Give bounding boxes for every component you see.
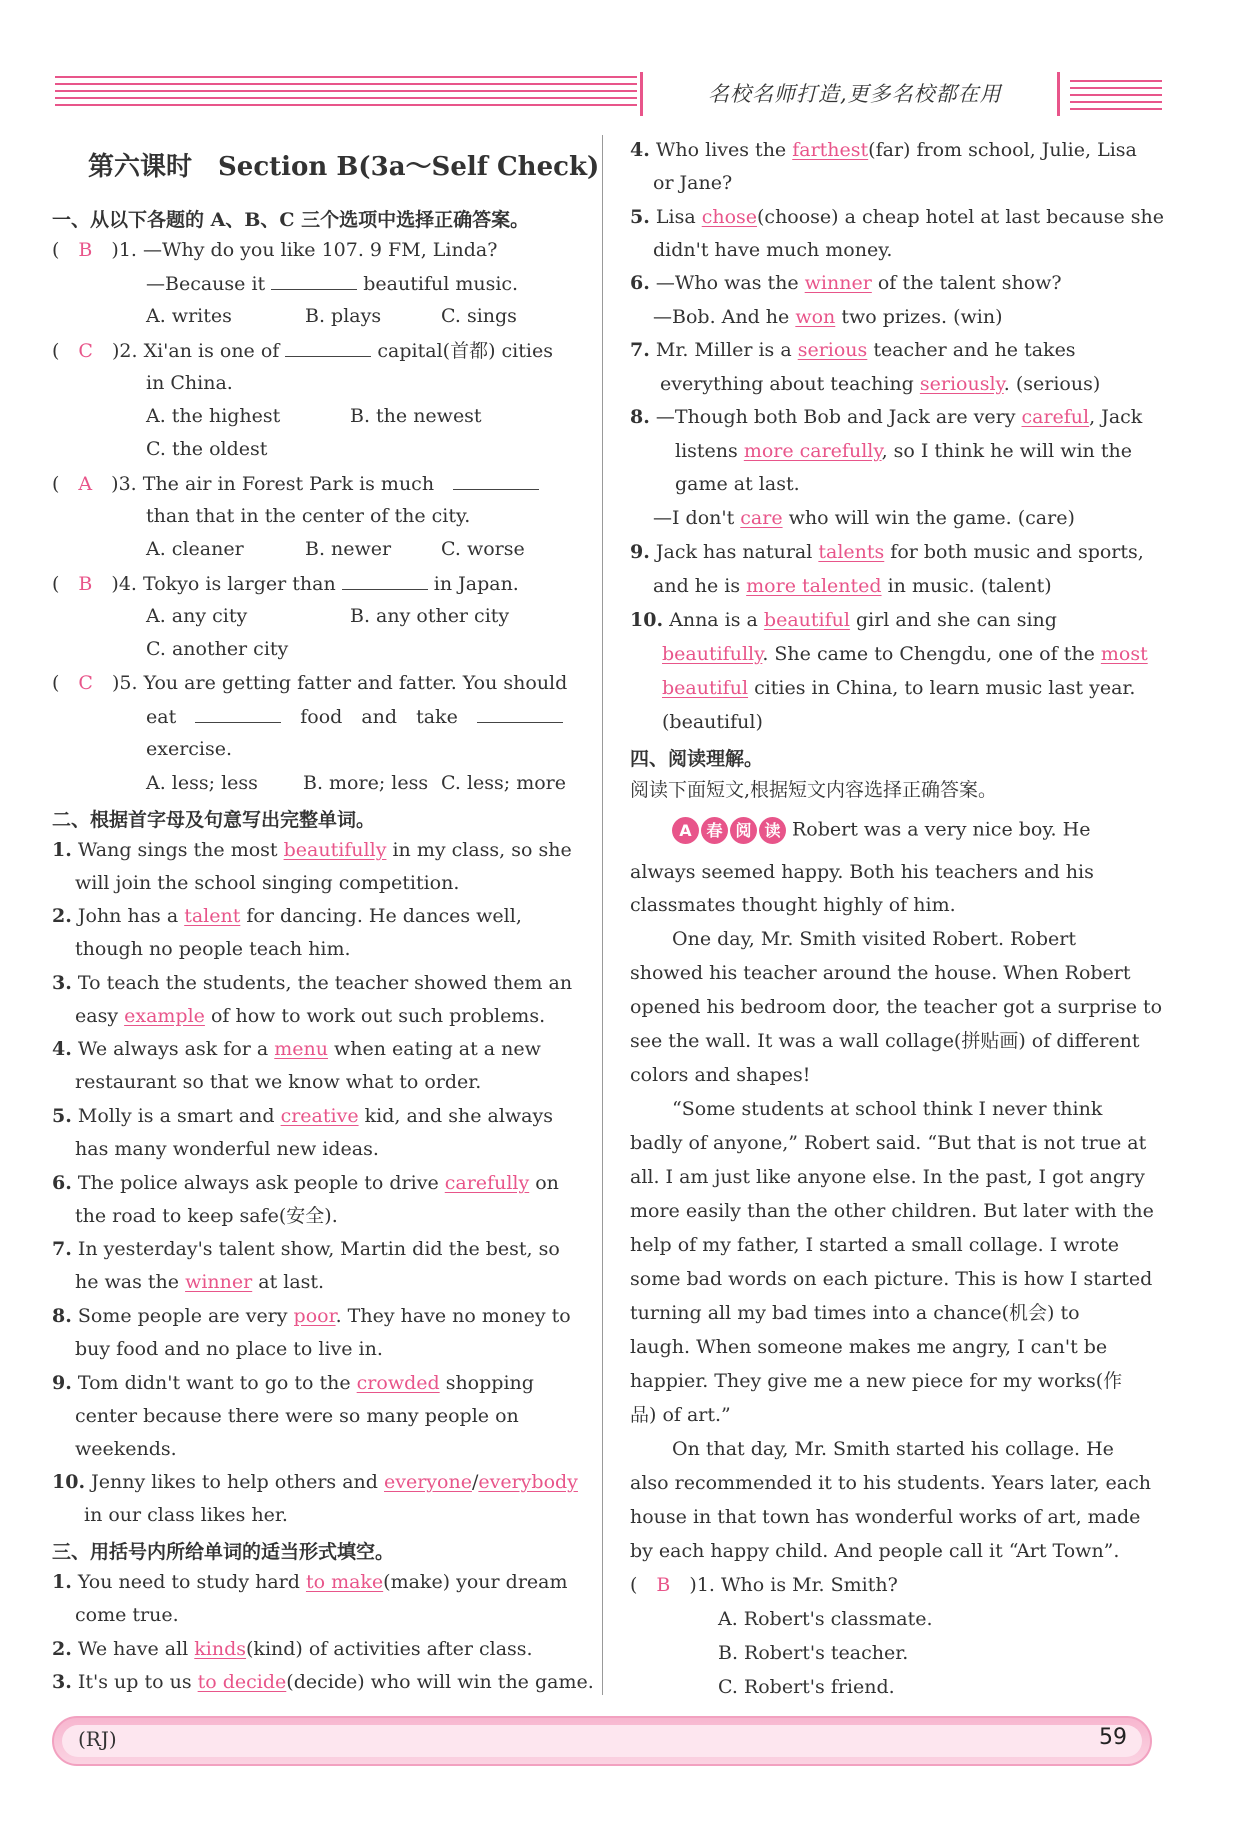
- option: B. the newest: [350, 405, 482, 427]
- fill-item-cont: buy food and no place to live in.: [75, 1338, 383, 1360]
- fill-item-cont: the road to keep safe(安全).: [75, 1205, 338, 1227]
- mcq-5-stem: eat food and take: [146, 704, 563, 729]
- fill-item: 3. It's up to us to decide(decide) who will win the game.: [52, 1671, 594, 1693]
- option: A. less; less: [146, 772, 258, 794]
- fill-item-cont: everything about teaching seriously. (serious): [660, 373, 1101, 395]
- section-3-heading: 三、用括号内所给单词的适当形式填空。: [52, 1541, 395, 1563]
- option: A. writes: [146, 305, 232, 327]
- fill-item: 4. We always ask for a menu when eating at a new: [52, 1038, 541, 1060]
- header-slogan: 名校名师打造,更多名校都在用: [708, 82, 1002, 106]
- fill-item: 6. —Who was the winner of the talent show?: [630, 272, 1062, 294]
- fill-item-cont: —Bob. And he won two prizes. (win): [653, 306, 1003, 328]
- passage-line: turning all my bad times into a chance(机会) to: [630, 1302, 1080, 1324]
- fill-item-cont: weekends.: [75, 1438, 177, 1460]
- mcq-1-stem: —Because it beautiful music.: [146, 273, 519, 295]
- option: C. less; more: [441, 772, 566, 794]
- fill-item: 4. Who lives the farthest(far) from school, Julie, Lisa: [630, 139, 1137, 161]
- fill-item-cont: in our class likes her.: [84, 1504, 288, 1526]
- option: A. Robert's classmate.: [718, 1608, 933, 1630]
- passage-line: by each happy child. And people call it “Art Town”.: [630, 1540, 1120, 1562]
- fill-item-cont: will join the school singing competition.: [75, 872, 460, 894]
- passage-line: also recommended it to his students. Years later, each: [630, 1472, 1152, 1494]
- option: C. the oldest: [146, 438, 268, 460]
- fill-item: 7. In yesterday's talent show, Martin did the best, so: [52, 1238, 560, 1260]
- option: B. more; less: [303, 772, 429, 794]
- passage-line: colors and shapes!: [630, 1064, 811, 1086]
- reading-instruction: 阅读下面短文,根据短文内容选择正确答案。: [630, 779, 998, 801]
- option: B. Robert's teacher.: [718, 1642, 909, 1664]
- passage-line: help of my father, I started a small collage. I wrote: [630, 1234, 1119, 1256]
- header-divider: [640, 72, 643, 116]
- reading-question-1: ( B )1. Who is Mr. Smith?: [630, 1574, 898, 1596]
- passage-line: some bad words on each picture. This is how I started: [630, 1268, 1153, 1290]
- fill-item-cont: center because there were so many people on: [75, 1405, 519, 1427]
- fill-item-cont: he was the winner at last.: [75, 1271, 325, 1293]
- fill-item: 3. To teach the students, the teacher showed them an: [52, 972, 573, 994]
- fill-item-cont: restaurant so that we know what to order.: [75, 1071, 482, 1093]
- passage-line: opened his bedroom door, the teacher got a surprise to: [630, 996, 1163, 1018]
- option: C. worse: [441, 538, 525, 560]
- fill-item: 6. The police always ask people to drive carefully on: [52, 1172, 559, 1194]
- option: A. any city: [146, 605, 248, 627]
- option: B. newer: [305, 538, 392, 560]
- answer: B: [78, 239, 93, 261]
- fill-item-cont: game at last.: [675, 473, 800, 495]
- fill-item-cont: come true.: [75, 1604, 179, 1626]
- passage-line: happier. They give me a new piece for my works(作: [630, 1370, 1123, 1392]
- fill-item: 2. We have all kinds(kind) of activities after class.: [52, 1638, 533, 1660]
- header-stripes-right: [1070, 80, 1162, 110]
- passage-line: laugh. When someone makes me angry, I can't be: [630, 1336, 1108, 1358]
- column-divider: [602, 135, 603, 1695]
- option: A. cleaner: [146, 538, 244, 560]
- fill-item: 9. Jack has natural talents for both music and sports,: [630, 541, 1144, 563]
- mcq-2: ( C )2. Xi'an is one of capital(首都) cities: [52, 340, 553, 362]
- lesson-title: 第六课时 Section B(3a～Self Check): [88, 152, 600, 182]
- fill-item: 1. You need to study hard to make(make) your dream: [52, 1571, 568, 1593]
- reading-badge: A 春 阅 读: [672, 817, 786, 844]
- mcq-2-stem: in China.: [146, 372, 233, 394]
- passage-line: One day, Mr. Smith visited Robert. Robert: [672, 928, 1076, 950]
- mcq-3: ( A )3. The air in Forest Park is much: [52, 471, 539, 496]
- header-stripes-left: [55, 76, 637, 110]
- passage-line: always seemed happy. Both his teachers and his: [630, 861, 1094, 883]
- section-2-heading: 二、根据首字母及句意写出完整单词。: [52, 809, 376, 831]
- mcq-3-stem: than that in the center of the city.: [146, 505, 471, 527]
- passage-line: see the wall. It was a wall collage(拼贴画) of different: [630, 1030, 1140, 1052]
- fill-item-cont: —I don't care who will win the game. (care): [653, 507, 1075, 529]
- fill-item-cont: beautifully. She came to Chengdu, one of the most: [662, 643, 1148, 665]
- option: A. the highest: [146, 405, 281, 427]
- option: C. Robert's friend.: [718, 1676, 895, 1698]
- fill-item-cont: and he is more talented in music. (talent): [653, 575, 1052, 597]
- section-1-heading: 一、从以下各题的 A、B、C 三个选项中选择正确答案。: [52, 209, 530, 231]
- fill-item-cont: listens more carefully, so I think he will win the: [675, 440, 1132, 462]
- fill-item-cont: didn't have much money.: [653, 239, 893, 261]
- fill-item: 8. —Though both Bob and Jack are very careful, Jack: [630, 406, 1143, 428]
- fill-item: 10. Anna is a beautiful girl and she can sing: [630, 609, 1057, 631]
- section-4-heading: 四、阅读理解。: [630, 748, 764, 770]
- fill-item-cont: easy example of how to work out such problems.: [75, 1005, 546, 1027]
- passage-line: classmates thought highly of him.: [630, 894, 956, 916]
- fill-item-cont: has many wonderful new ideas.: [75, 1138, 379, 1160]
- passage-line: “Some students at school think I never think: [672, 1098, 1103, 1120]
- mcq-5: ( C )5. You are getting fatter and fatter. You should: [52, 672, 568, 694]
- passage-line: A 春 阅 读 Robert was a very nice boy. He: [672, 817, 1090, 844]
- footer-bar: [52, 1716, 1152, 1766]
- fill-item: 9. Tom didn't want to go to the crowded shopping: [52, 1372, 534, 1394]
- edition-label: (RJ): [78, 1727, 117, 1751]
- mcq-1: ( B )1. —Why do you like 107. 9 FM, Linda?: [52, 239, 498, 261]
- passage-line: On that day, Mr. Smith started his collage. He: [672, 1438, 1114, 1460]
- passage-line: badly of anyone,” Robert said. “But that is not true at: [630, 1132, 1147, 1154]
- fill-item: 2. John has a talent for dancing. He dances well,: [52, 905, 522, 927]
- fill-item-cont: (beautiful): [662, 711, 763, 733]
- mcq-4: ( B )4. Tokyo is larger than in Japan.: [52, 573, 519, 595]
- passage-line: 品) of art.”: [630, 1404, 731, 1426]
- passage-line: house in that town has wonderful works of art, made: [630, 1506, 1141, 1528]
- page-number: 59: [1099, 1725, 1127, 1750]
- fill-item: 10. Jenny likes to help others and everyone/everybody: [52, 1471, 578, 1493]
- option: B. any other city: [350, 605, 510, 627]
- fill-item: 7. Mr. Miller is a serious teacher and he takes: [630, 339, 1076, 361]
- mcq-5-stem-cont: exercise.: [146, 738, 233, 760]
- passage-line: all. I am just like anyone else. In the past, I got angry: [630, 1166, 1145, 1188]
- fill-item-cont: beautiful cities in China, to learn music last year.: [662, 677, 1136, 699]
- fill-item: 5. Lisa chose(choose) a cheap hotel at last because she: [630, 206, 1165, 228]
- option: C. another city: [146, 638, 289, 660]
- option: C. sings: [441, 305, 517, 327]
- passage-line: showed his teacher around the house. When Robert: [630, 962, 1131, 984]
- fill-item-cont: or Jane?: [653, 172, 733, 194]
- passage-line: more easily than the other children. But later with the: [630, 1200, 1154, 1222]
- fill-item: 8. Some people are very poor. They have no money to: [52, 1305, 571, 1327]
- fill-item-cont: though no people teach him.: [75, 938, 351, 960]
- fill-item: 1. Wang sings the most beautifully in my class, so she: [52, 839, 572, 861]
- option: B. plays: [305, 305, 382, 327]
- header-divider-right: [1057, 72, 1060, 116]
- fill-item: 5. Molly is a smart and creative kid, and she always: [52, 1105, 553, 1127]
